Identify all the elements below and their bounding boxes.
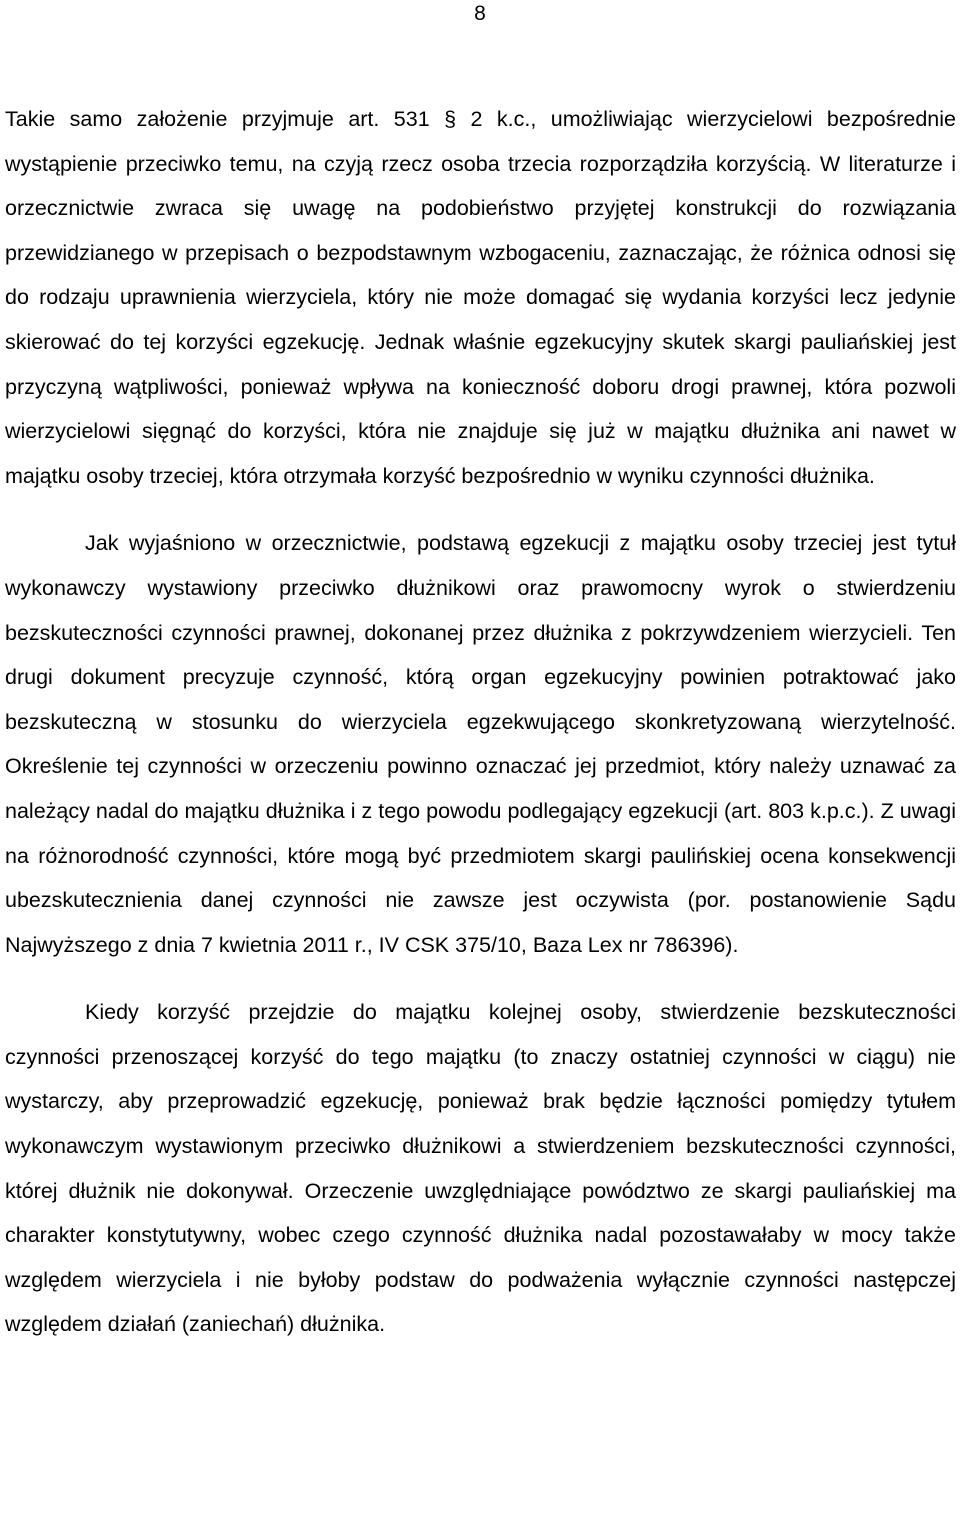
paragraph-2: Jak wyjaśniono w orzecznictwie, podstawą egzekucji z majątku osoby trzeciej jest tytuł wykonawczy wystawiony przeciwko dłużnikowi oraz prawomocny wyrok o stwierdzeniu bezskuteczności czynności prawnej, dokonanej przez dłużnika z pokrzywdzeniem wierzycieli. Ten drugi dokument precyzuje czynność, którą organ egzekucyjny powinien potraktować jako bezskuteczną w stosunku do wierzyciela egzekwującego skonkretyzowaną wierzytelność. Określenie tej czynności w orzeczeniu powinno oznaczać jej przedmiot, który należy uznawać za należący nadal do majątku dłużnika i z tego powodu podlegający egzekucji (art. 803 k.p.c.). Z uwagi na różnorodność czynności, które mogą być przedmiotem skargi paulińskiej ocena konsekwencji ubezskutecznienia danej czynności nie zawsze jest oczywista (por. postanowienie Sądu Najwyższego z dnia 7 kwietnia 2011 r., IV CSK 375/10, Baza Lex nr 786396). <box>5 531 956 957</box>
document-body <box>5 97 956 1347</box>
page-number: 8 <box>474 2 486 25</box>
paragraph-1: Takie samo założenie przyjmuje art. 531 § 2 k.c., umożliwiając wierzycielowi bezpośrednie wystąpienie przeciwko temu, na czyją rzecz osoba trzecia rozporządziła korzyścią. W literaturze i orzecznictwie zwraca się uwagę na podobieństwo przyjętej konstrukcji do rozwiązania przewidzianego w przepisach o bezpodstawnym wzbogaceniu, zaznaczając, że różnica odnosi się do rodzaju uprawnienia wierzyciela, który nie może domagać się wydania korzyści lecz jedynie skierować do tej korzyści egzekucję. Jednak właśnie egzekucyjny skutek skargi pauliańskiej jest przyczyną wątpliwości, ponieważ wpływa na konieczność doboru drogi prawnej, która pozwoli wierzycielowi sięgnąć do korzyści, która nie znajduje się już w majątku dłużnika ani nawet w majątku osoby trzeciej, która otrzymała korzyść bezpośrednio w wyniku czynności dłużnika. <box>5 107 956 488</box>
paragraph-3: Kiedy korzyść przejdzie do majątku kolejnej osoby, stwierdzenie bezskuteczności czynności przenoszącej korzyść do tego majątku (to znaczy ostatniej czynności w ciągu) nie wystarczy, aby przeprowadzić egzekucję, ponieważ brak będzie łączności pomiędzy tytułem wykonawczym wystawionym przeciwko dłużnikowi a stwierdzeniem bezskuteczności czynności, której dłużnik nie dokonywał. Orzeczenie uwzględniające powództwo ze skargi pauliańskiej ma charakter konstytutywny, wobec czego czynność dłużnika nadal pozostawałaby w mocy także względem wierzyciela i nie byłoby podstaw do podważenia wyłącznie czynności następczej względem działań (zaniechań) dłużnika. <box>5 1000 956 1337</box>
